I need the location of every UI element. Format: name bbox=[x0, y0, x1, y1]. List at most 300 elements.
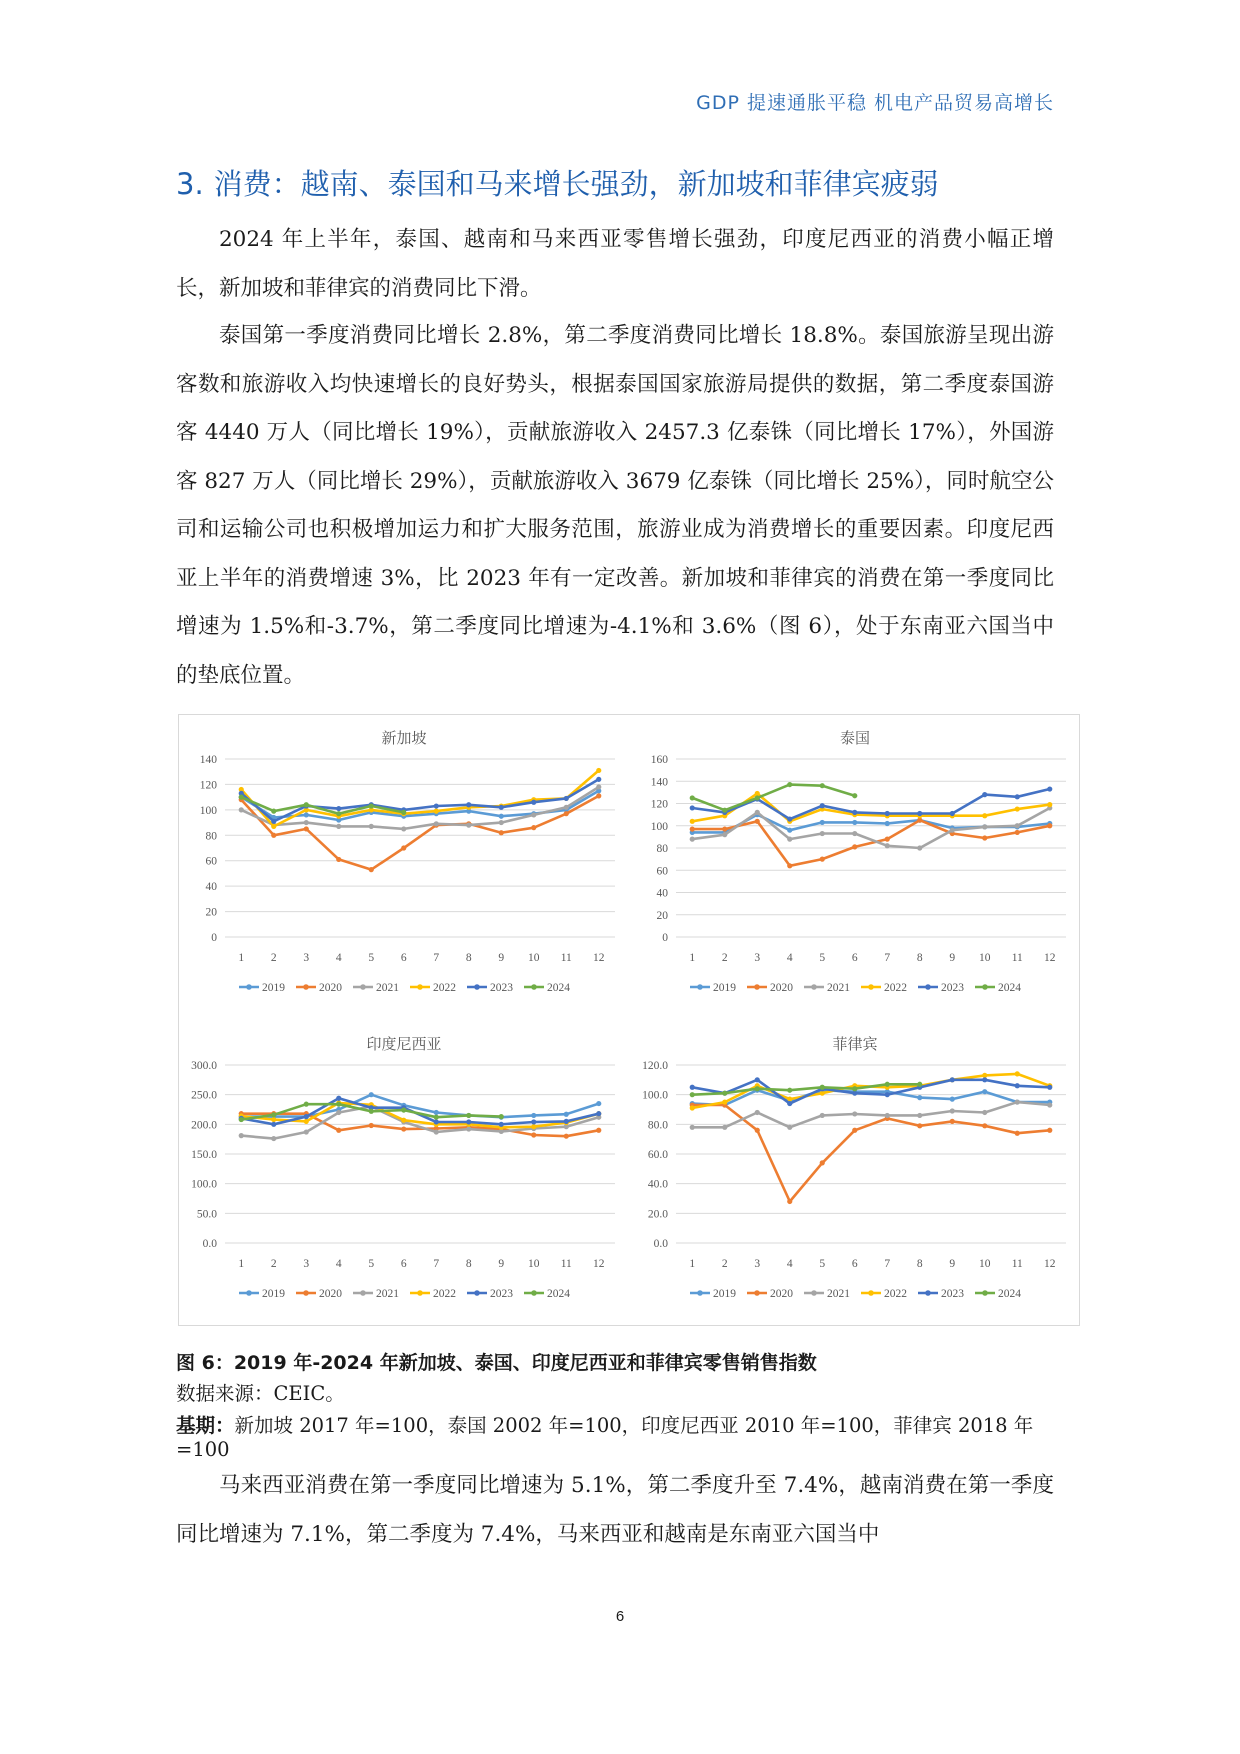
data-point-2023 bbox=[466, 1119, 471, 1124]
legend-marker-2020 bbox=[303, 984, 309, 990]
data-point-2021 bbox=[787, 1125, 792, 1130]
data-point-2021 bbox=[271, 1136, 276, 1141]
data-point-2023 bbox=[982, 1077, 987, 1082]
x-tick-label: 2 bbox=[721, 1258, 728, 1270]
data-point-2023 bbox=[787, 816, 792, 821]
x-tick-label: 2 bbox=[270, 1258, 277, 1270]
x-tick-label: 9 bbox=[498, 1258, 505, 1270]
x-tick-label: 4 bbox=[786, 1258, 793, 1270]
base-period-note bbox=[176, 1410, 1076, 1461]
y-tick-label: 20.0 bbox=[647, 1208, 668, 1221]
data-point-2021 bbox=[369, 824, 374, 829]
data-point-2020 bbox=[369, 867, 374, 872]
legend-label: 2024 bbox=[998, 982, 1021, 994]
data-point-2023 bbox=[755, 1077, 760, 1082]
data-point-2023 bbox=[982, 792, 987, 797]
legend-marker-2024 bbox=[982, 984, 988, 990]
data-point-2024 bbox=[722, 1091, 727, 1096]
series-line-2022 bbox=[241, 770, 599, 826]
x-tick-label: 12 bbox=[593, 1258, 605, 1270]
chart-panel-indonesia bbox=[179, 1021, 629, 1326]
figure-caption: 图 6：2019 年-2024 年新加坡、泰国、印度尼西亚和菲律宾零售销售指数 bbox=[176, 1352, 817, 1374]
series-line-2022 bbox=[692, 794, 1050, 822]
data-point-2019 bbox=[982, 1089, 987, 1094]
chart-panel-singapore bbox=[179, 715, 629, 1020]
data-point-2023 bbox=[564, 1119, 569, 1124]
x-tick-label: 5 bbox=[819, 1258, 826, 1270]
legend-marker-2021 bbox=[360, 984, 366, 990]
legend-label: 2021 bbox=[827, 982, 850, 994]
figure-retail-charts bbox=[178, 714, 1080, 1326]
legend-label: 2022 bbox=[884, 982, 907, 994]
y-tick-label: 50.0 bbox=[196, 1208, 217, 1221]
legend-marker-2024 bbox=[531, 984, 537, 990]
data-point-2020 bbox=[401, 1126, 406, 1131]
data-point-2021 bbox=[982, 1110, 987, 1115]
x-tick-label: 9 bbox=[498, 952, 505, 964]
legend-marker-2022 bbox=[417, 984, 423, 990]
data-point-2021 bbox=[564, 805, 569, 810]
x-tick-label: 3 bbox=[303, 952, 310, 964]
legend-label: 2019 bbox=[713, 982, 736, 994]
x-tick-label: 4 bbox=[335, 952, 342, 964]
legend-label: 2019 bbox=[262, 982, 285, 994]
x-tick-label: 1 bbox=[238, 1258, 245, 1270]
x-tick-label: 1 bbox=[238, 952, 245, 964]
data-point-2024 bbox=[690, 795, 695, 800]
data-point-2019 bbox=[596, 1101, 601, 1106]
data-point-2020 bbox=[564, 1134, 569, 1139]
x-tick-label: 3 bbox=[754, 1258, 761, 1270]
data-point-2019 bbox=[499, 814, 504, 819]
y-tick-label: 140 bbox=[650, 776, 668, 789]
data-point-2022 bbox=[271, 824, 276, 829]
legend-label: 2021 bbox=[827, 1288, 850, 1300]
data-point-2019 bbox=[304, 812, 309, 817]
legend-label: 2023 bbox=[941, 1288, 964, 1300]
legend-label: 2020 bbox=[770, 982, 793, 994]
data-point-2021 bbox=[917, 845, 922, 850]
data-point-2020 bbox=[690, 826, 695, 831]
legend-marker-2023 bbox=[474, 984, 480, 990]
x-tick-label: 6 bbox=[851, 952, 858, 964]
data-point-2024 bbox=[722, 808, 727, 813]
y-tick-label: 140 bbox=[199, 754, 217, 766]
x-tick-label: 8 bbox=[465, 952, 472, 964]
section-number: 3. bbox=[176, 167, 204, 201]
chart-svg bbox=[630, 715, 1080, 1020]
data-point-2021 bbox=[304, 1129, 309, 1134]
legend-label: 2024 bbox=[998, 1288, 1021, 1300]
chart-panel-philippines bbox=[630, 1021, 1080, 1326]
data-point-2022 bbox=[531, 1124, 536, 1129]
legend-marker-2022 bbox=[868, 984, 874, 990]
x-tick-label: 1 bbox=[689, 952, 696, 964]
data-point-2023 bbox=[950, 811, 955, 816]
legend-marker-2019 bbox=[697, 1290, 703, 1296]
x-tick-label: 10 bbox=[979, 1258, 991, 1270]
y-tick-label: 80 bbox=[205, 830, 217, 843]
data-point-2023 bbox=[1047, 786, 1052, 791]
legend-label: 2023 bbox=[490, 1288, 513, 1300]
y-tick-label: 20 bbox=[205, 906, 217, 919]
data-point-2023 bbox=[852, 1091, 857, 1096]
data-point-2021 bbox=[820, 831, 825, 836]
data-point-2020 bbox=[820, 1160, 825, 1165]
data-point-2019 bbox=[434, 1110, 439, 1115]
data-point-2020 bbox=[982, 1123, 987, 1128]
data-point-2021 bbox=[950, 828, 955, 833]
y-tick-label: 250.0 bbox=[191, 1089, 217, 1102]
data-point-2020 bbox=[852, 844, 857, 849]
data-point-2021 bbox=[336, 824, 341, 829]
chart-title: 菲律宾 bbox=[832, 1036, 878, 1053]
data-point-2021 bbox=[531, 812, 536, 817]
data-point-2021 bbox=[239, 1133, 244, 1138]
x-tick-label: 9 bbox=[949, 952, 956, 964]
chart-svg bbox=[179, 1021, 629, 1326]
legend-label: 2020 bbox=[770, 1288, 793, 1300]
data-point-2024 bbox=[434, 1115, 439, 1120]
data-point-2021 bbox=[434, 821, 439, 826]
legend-marker-2020 bbox=[303, 1290, 309, 1296]
data-point-2023 bbox=[564, 796, 569, 801]
legend-marker-2022 bbox=[868, 1290, 874, 1296]
data-point-2020 bbox=[917, 818, 922, 823]
y-tick-label: 40 bbox=[205, 881, 217, 894]
data-point-2020 bbox=[1015, 830, 1020, 835]
x-tick-label: 12 bbox=[1044, 1258, 1056, 1270]
data-point-2022 bbox=[271, 1117, 276, 1122]
data-point-2022 bbox=[690, 819, 695, 824]
x-tick-label: 7 bbox=[884, 952, 891, 964]
legend-marker-2022 bbox=[417, 1290, 423, 1296]
data-point-2020 bbox=[1047, 1128, 1052, 1133]
data-point-2021 bbox=[1015, 1099, 1020, 1104]
legend-label: 2023 bbox=[941, 982, 964, 994]
y-tick-label: 40 bbox=[656, 887, 668, 900]
data-point-2023 bbox=[434, 1119, 439, 1124]
y-tick-label: 150.0 bbox=[191, 1149, 217, 1161]
y-tick-label: 60.0 bbox=[647, 1149, 668, 1161]
data-point-2021 bbox=[596, 784, 601, 789]
data-point-2019 bbox=[369, 1092, 374, 1097]
legend-label: 2024 bbox=[547, 982, 570, 994]
data-point-2023 bbox=[271, 1122, 276, 1127]
paragraph-thailand: 泰国第一季度消费同比增长 2.8%，第二季度消费同比增长 18.8%。泰国旅游呈现出游客数和旅游收入均快速增长的良好势头，根据泰国国家旅游局提供的数据，第二季度泰国游客 4440 万人（同比增长 19%），贡献旅游收入 2457.3 亿泰铢（同比增长 17%），外国游客 827 万人（同比增长 29%），贡献旅游收入 3679 亿泰铢（同比增长 25%），同时航空公司和运输公司也积极增加运力和扩大服务范围，旅游业成为消费增长的重要因素。印度尼西亚上半年的消费增速 3%，比 2023 年有一定改善。新加坡和菲律宾的消费在第一季度同比增速为 1.5%和-3.7%，第二季度同比增速为-4.1%和 3.6%（图 6），处于东南亚六国当中的垫底位置。 bbox=[176, 323, 1054, 688]
data-point-2024 bbox=[885, 1082, 890, 1087]
data-point-2021 bbox=[852, 1111, 857, 1116]
x-tick-label: 5 bbox=[368, 1258, 375, 1270]
data-point-2024 bbox=[787, 782, 792, 787]
data-point-2023 bbox=[787, 1101, 792, 1106]
data-point-2020 bbox=[336, 857, 341, 862]
data-point-2020 bbox=[787, 1199, 792, 1204]
data-point-2021 bbox=[755, 810, 760, 815]
y-tick-label: 160 bbox=[650, 754, 668, 766]
x-tick-label: 4 bbox=[786, 952, 793, 964]
data-point-2020 bbox=[917, 1123, 922, 1128]
data-point-2019 bbox=[564, 1112, 569, 1117]
legend-marker-2020 bbox=[754, 1290, 760, 1296]
data-point-2020 bbox=[531, 825, 536, 830]
data-point-2020 bbox=[950, 1119, 955, 1124]
data-point-2023 bbox=[336, 806, 341, 811]
y-tick-label: 200.0 bbox=[191, 1119, 217, 1132]
data-point-2023 bbox=[336, 1096, 341, 1101]
data-point-2023 bbox=[499, 805, 504, 810]
data-point-2021 bbox=[690, 837, 695, 842]
legend-marker-2020 bbox=[754, 984, 760, 990]
x-tick-label: 8 bbox=[465, 1258, 472, 1270]
legend-marker-2023 bbox=[925, 984, 931, 990]
y-tick-label: 80.0 bbox=[647, 1119, 668, 1132]
section-heading bbox=[176, 162, 1076, 203]
legend-label: 2022 bbox=[433, 982, 456, 994]
x-tick-label: 6 bbox=[400, 1258, 407, 1270]
y-tick-label: 100.0 bbox=[642, 1089, 668, 1102]
data-point-2020 bbox=[336, 1128, 341, 1133]
data-point-2023 bbox=[434, 803, 439, 808]
data-point-2019 bbox=[531, 1113, 536, 1118]
data-point-2023 bbox=[690, 1085, 695, 1090]
x-tick-label: 5 bbox=[819, 952, 826, 964]
data-point-2023 bbox=[1015, 1083, 1020, 1088]
base-period-label: 基期： bbox=[176, 1414, 235, 1437]
legend-label: 2019 bbox=[262, 1288, 285, 1300]
y-tick-label: 120 bbox=[650, 798, 668, 811]
x-tick-label: 5 bbox=[368, 952, 375, 964]
x-tick-label: 11 bbox=[1011, 952, 1023, 964]
legend-label: 2022 bbox=[884, 1288, 907, 1300]
data-point-2024 bbox=[369, 803, 374, 808]
data-point-2020 bbox=[885, 837, 890, 842]
legend-label: 2023 bbox=[490, 982, 513, 994]
data-point-2024 bbox=[499, 1114, 504, 1119]
data-point-2022 bbox=[1047, 802, 1052, 807]
x-tick-label: 6 bbox=[400, 952, 407, 964]
x-tick-label: 9 bbox=[949, 1258, 956, 1270]
y-tick-label: 40.0 bbox=[647, 1178, 668, 1191]
y-tick-label: 0.0 bbox=[202, 1238, 217, 1250]
data-point-2023 bbox=[596, 1111, 601, 1116]
x-tick-label: 12 bbox=[1044, 952, 1056, 964]
data-point-2020 bbox=[401, 845, 406, 850]
x-tick-label: 1 bbox=[689, 1258, 696, 1270]
data-point-2023 bbox=[885, 811, 890, 816]
data-point-2019 bbox=[820, 820, 825, 825]
data-point-2020 bbox=[271, 833, 276, 838]
data-point-2022 bbox=[755, 791, 760, 796]
chart-title: 新加坡 bbox=[381, 730, 427, 747]
data-point-2020 bbox=[787, 863, 792, 868]
data-point-2022 bbox=[982, 813, 987, 818]
legend-marker-2019 bbox=[246, 984, 252, 990]
data-point-2021 bbox=[499, 820, 504, 825]
data-point-2020 bbox=[531, 1132, 536, 1137]
data-point-2023 bbox=[466, 802, 471, 807]
legend-label: 2020 bbox=[319, 982, 342, 994]
paragraph-intro: 2024 年上半年，泰国、越南和马来西亚零售增长强劲，印度尼西亚的消费小幅正增长，新加坡和菲律宾的消费同比下滑。 bbox=[176, 227, 1054, 301]
data-point-2023 bbox=[499, 1122, 504, 1127]
data-point-2020 bbox=[982, 835, 987, 840]
data-point-2022 bbox=[1015, 806, 1020, 811]
data-point-2024 bbox=[755, 795, 760, 800]
data-point-2021 bbox=[401, 826, 406, 831]
data-point-2021 bbox=[434, 1129, 439, 1134]
data-point-2024 bbox=[401, 810, 406, 815]
data-point-2024 bbox=[369, 1109, 374, 1114]
data-point-2024 bbox=[239, 795, 244, 800]
data-point-2022 bbox=[722, 1099, 727, 1104]
data-point-2024 bbox=[917, 1082, 922, 1087]
data-point-2024 bbox=[401, 1107, 406, 1112]
x-tick-label: 10 bbox=[528, 952, 540, 964]
x-tick-label: 2 bbox=[721, 952, 728, 964]
data-point-2023 bbox=[304, 1114, 309, 1119]
data-point-2020 bbox=[564, 811, 569, 816]
chart-title: 印度尼西亚 bbox=[366, 1036, 442, 1053]
x-tick-label: 8 bbox=[916, 952, 923, 964]
data-point-2021 bbox=[950, 1108, 955, 1113]
x-tick-label: 12 bbox=[593, 952, 605, 964]
data-point-2021 bbox=[917, 1113, 922, 1118]
legend-marker-2024 bbox=[531, 1290, 537, 1296]
data-point-2019 bbox=[787, 828, 792, 833]
y-tick-label: 60 bbox=[205, 855, 217, 868]
data-point-2024 bbox=[336, 1102, 341, 1107]
base-period-text: 新加坡 2017 年=100，泰国 2002 年=100，印度尼西亚 2010 年=100，菲律宾 2018 年=100 bbox=[176, 1414, 1034, 1461]
y-tick-label: 0.0 bbox=[653, 1238, 668, 1250]
data-point-2023 bbox=[917, 811, 922, 816]
y-tick-label: 100 bbox=[199, 804, 217, 817]
data-point-2019 bbox=[917, 1095, 922, 1100]
x-tick-label: 3 bbox=[754, 952, 761, 964]
data-point-2024 bbox=[304, 1102, 309, 1107]
section-title: 消费：越南、泰国和马来增长强劲，新加坡和菲律宾疲弱 bbox=[213, 167, 939, 201]
data-point-2024 bbox=[690, 1092, 695, 1097]
data-point-2020 bbox=[596, 793, 601, 798]
data-point-2020 bbox=[722, 826, 727, 831]
legend-marker-2024 bbox=[982, 1290, 988, 1296]
data-point-2022 bbox=[1015, 1071, 1020, 1076]
data-point-2023 bbox=[820, 803, 825, 808]
data-point-2021 bbox=[304, 820, 309, 825]
data-point-2021 bbox=[466, 823, 471, 828]
data-point-2024 bbox=[304, 802, 309, 807]
chart-svg bbox=[630, 1021, 1080, 1326]
data-point-2024 bbox=[852, 793, 857, 798]
legend-label: 2022 bbox=[433, 1288, 456, 1300]
data-point-2021 bbox=[787, 837, 792, 842]
legend-label: 2021 bbox=[376, 982, 399, 994]
data-point-2023 bbox=[690, 805, 695, 810]
data-point-2024 bbox=[820, 1085, 825, 1090]
data-point-2023 bbox=[596, 777, 601, 782]
data-point-2021 bbox=[982, 824, 987, 829]
data-point-2020 bbox=[596, 1128, 601, 1133]
x-tick-label: 8 bbox=[916, 1258, 923, 1270]
legend-marker-2021 bbox=[360, 1290, 366, 1296]
data-point-2021 bbox=[466, 1126, 471, 1131]
data-point-2024 bbox=[755, 1086, 760, 1091]
y-tick-label: 60 bbox=[656, 865, 668, 878]
x-tick-label: 2 bbox=[270, 952, 277, 964]
data-point-2021 bbox=[1047, 1102, 1052, 1107]
data-point-2021 bbox=[722, 1125, 727, 1130]
data-point-2021 bbox=[820, 1113, 825, 1118]
legend-marker-2023 bbox=[925, 1290, 931, 1296]
data-point-2019 bbox=[885, 821, 890, 826]
data-point-2021 bbox=[336, 1110, 341, 1115]
data-point-2020 bbox=[499, 830, 504, 835]
y-tick-label: 120.0 bbox=[642, 1060, 668, 1072]
legend-label: 2021 bbox=[376, 1288, 399, 1300]
data-point-2024 bbox=[271, 1112, 276, 1117]
data-point-2024 bbox=[787, 1088, 792, 1093]
data-point-2023 bbox=[885, 1092, 890, 1097]
data-point-2022 bbox=[982, 1073, 987, 1078]
series-line-2023 bbox=[241, 1098, 599, 1124]
data-point-2021 bbox=[722, 832, 727, 837]
data-point-2020 bbox=[369, 1123, 374, 1128]
x-tick-label: 4 bbox=[335, 1258, 342, 1270]
y-tick-label: 0 bbox=[211, 932, 217, 944]
page-number: 6 bbox=[615, 1608, 625, 1625]
y-tick-label: 120 bbox=[199, 779, 217, 792]
data-point-2023 bbox=[531, 1119, 536, 1124]
data-point-2021 bbox=[239, 807, 244, 812]
y-tick-label: 300.0 bbox=[191, 1060, 217, 1072]
data-point-2022 bbox=[401, 1118, 406, 1123]
data-point-2024 bbox=[466, 1113, 471, 1118]
y-tick-label: 100 bbox=[650, 820, 668, 833]
legend-label: 2024 bbox=[547, 1288, 570, 1300]
x-tick-label: 11 bbox=[560, 1258, 572, 1270]
data-point-2023 bbox=[1047, 1085, 1052, 1090]
data-point-2024 bbox=[852, 1086, 857, 1091]
x-tick-label: 10 bbox=[528, 1258, 540, 1270]
x-tick-label: 7 bbox=[884, 1258, 891, 1270]
data-point-2020 bbox=[1047, 823, 1052, 828]
chart-svg bbox=[179, 715, 629, 1020]
legend-label: 2019 bbox=[713, 1288, 736, 1300]
data-point-2021 bbox=[885, 843, 890, 848]
data-point-2024 bbox=[239, 1117, 244, 1122]
data-point-2022 bbox=[690, 1105, 695, 1110]
chart-panel-thailand bbox=[630, 715, 1080, 1020]
data-point-2023 bbox=[271, 819, 276, 824]
series-line-2020 bbox=[692, 1105, 1050, 1202]
x-tick-label: 10 bbox=[979, 952, 991, 964]
running-header: GDP 提速通胀平稳 机电产品贸易高增长 bbox=[696, 92, 1054, 114]
data-point-2020 bbox=[852, 1128, 857, 1133]
y-tick-label: 0 bbox=[662, 932, 668, 944]
data-point-2024 bbox=[820, 783, 825, 788]
data-point-2023 bbox=[1015, 794, 1020, 799]
chart-title: 泰国 bbox=[839, 730, 871, 747]
data-point-2022 bbox=[304, 1119, 309, 1124]
x-tick-label: 7 bbox=[433, 1258, 440, 1270]
x-tick-label: 3 bbox=[303, 1258, 310, 1270]
y-tick-label: 100.0 bbox=[191, 1178, 217, 1191]
x-tick-label: 11 bbox=[1011, 1258, 1023, 1270]
data-point-2021 bbox=[852, 831, 857, 836]
x-tick-label: 11 bbox=[560, 952, 572, 964]
data-point-2021 bbox=[1015, 823, 1020, 828]
data-point-2021 bbox=[690, 1125, 695, 1130]
data-source-note: 数据来源：CEIC。 bbox=[176, 1382, 345, 1405]
